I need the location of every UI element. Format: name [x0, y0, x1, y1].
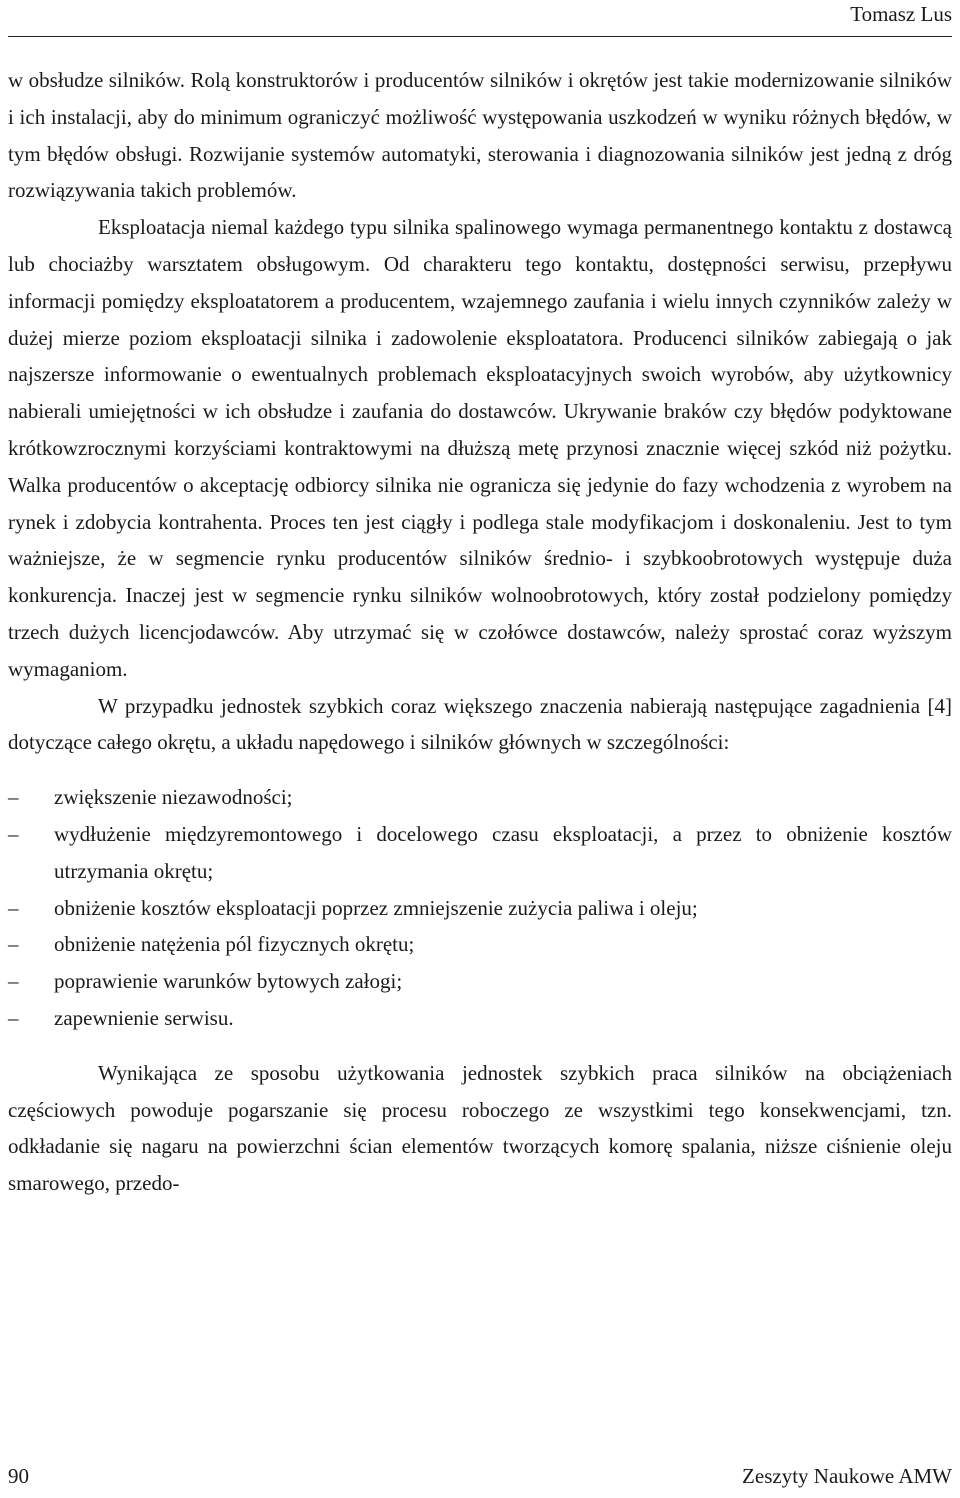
- dash-bullet: –: [8, 1005, 19, 1030]
- list-item: [8, 1000, 952, 1037]
- list-item-text: obniżenie kosztów eksploatacji poprzez zmniejszenie zużycia paliwa i oleju;: [54, 895, 698, 920]
- list-item: [8, 890, 952, 927]
- journal-name: Zeszyty Naukowe AMW: [742, 1464, 952, 1488]
- list-item: [8, 779, 952, 816]
- paragraph: w obsłudze silników. Rolą konstruktorów i producentów silników i okrętów jest takie modernizowanie silników i ich instalacji, aby do minimum ograniczyć możliwość występowania uszkodzeń w wyniku różnych błędów, w tym błędów obsługi. Rozwijanie systemów automatyki, sterowania i diagnozowania silników jest jedną z dróg rozwiązywania takich problemów.: [8, 68, 952, 203]
- body-text: [8, 62, 952, 1202]
- dash-bullet: –: [8, 969, 19, 994]
- dash-bullet: –: [8, 895, 19, 920]
- list-item-text: poprawienie warunków bytowych załogi;: [54, 969, 403, 994]
- list-item-text: wydłużenie międzyremontowego i docelowego czasu eksploatacji, a przez to obniżenie kosztów utrzymania okrętu;: [54, 821, 952, 883]
- list-item-text: zapewnienie serwisu.: [54, 1005, 234, 1030]
- list-item: [8, 963, 952, 1000]
- paragraph: W przypadku jednostek szybkich coraz większego znaczenia nabierają następujące zagadnienia [4] dotyczące całego okrętu, a układu napędowego i silników głównych w szczególności:: [8, 693, 952, 755]
- paragraph: Wynikająca ze sposobu użytkowania jednostek szybkich praca silników na obciążeniach częściowych powoduje pogarszanie się procesu roboczego ze wszystkimi tego konsekwencjami, tzn. odkładanie się nagaru na powierzchni ścian elementów tworzących komorę spalania, niższe ciśnienie oleju smarowego, przedo-: [8, 1060, 952, 1196]
- page-header: [8, 0, 952, 37]
- list-item: [8, 926, 952, 963]
- bullet-list: [8, 779, 952, 1037]
- list-item-text: zwiększenie niezawodności;: [54, 785, 293, 810]
- list-item-text: obniżenie natężenia pól fizycznych okrętu;: [54, 932, 415, 957]
- list-item: [8, 816, 952, 890]
- running-head-author: Tomasz Lus: [850, 2, 952, 26]
- paragraph: Eksploatacja niemal każdego typu silnika spalinowego wymaga permanentnego kontaktu z dostawcą lub chociażby warsztatem obsługowym. Od charakteru tego kontaktu, dostępności serwisu, przepływu informacji pomiędzy eksploatatorem a producentem, wzajemnego zaufania i wielu innych czynników zależy w dużej mierze poziom eksploatacji silnika i zadowolenie eksploatatora. Producenci silników zabiegają o jak najszersze informowanie o ewentualnych problemach eksploatacyjnych swoich wyrobów, aby użytkownicy nabierali umiejętności w ich obsłudze i zaufania do dostawców. Ukrywanie braków czy błędów podyktowane krótkowzrocznymi korzyściami kontraktowymi na dłuższą metę przynosi znacznie więcej szkód niż pożytku. Walka producentów o akceptację odbiorcy silnika nie ogranicza się jedynie do fazy wchodzenia z wyrobem na rynek i zdobycia kontrahenta. Proces ten jest ciągły i podlega stale modyfikacjom i doskonaleniu. Jest to tym ważniejsze, że w segmencie rynku producentów silników średnio- i szybkoobrotowych występuje duża konkurencja. Inaczej jest w segmencie rynku silników wolnoobrotowych, który został podzielony pomiędzy trzech dużych licencjodawców. Aby utrzymać się w czołówce dostawców, należy sprostać coraz wyższym wymaganiom.: [8, 215, 952, 681]
- dash-bullet: –: [8, 932, 19, 957]
- dash-bullet: –: [8, 821, 19, 846]
- page-number: 90: [8, 1464, 29, 1488]
- dash-bullet: –: [8, 785, 19, 810]
